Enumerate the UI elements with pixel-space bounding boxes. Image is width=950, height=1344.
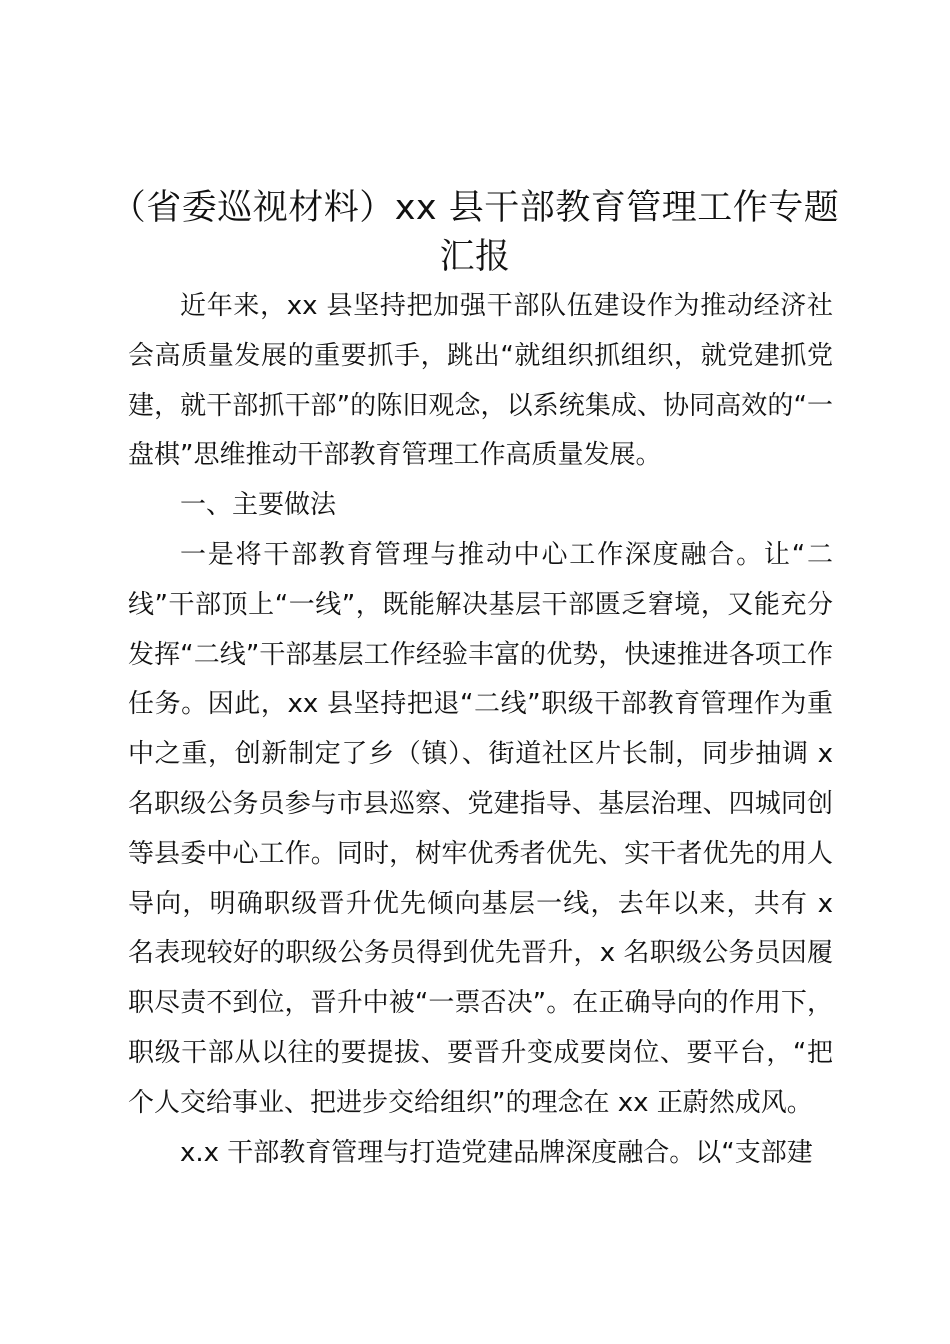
body-paragraph: 一是将干部教育管理与推动中心工作深度融合。让“二线”干部顶上“一线”，既能解决基层干部匮乏窘境，又能充分发挥“二线”干部基层工作经验丰富的优势，快速推进各项工作任务。因此，xx 县坚持把退“二线”职级干部教育管理作为重中之重，创新制定了乡（镇）、街道社区片长制，同步抽调 x 名职级公务员参与市县巡察、党建指导、基层治理、四城同创等县委中心工作。同时，树牢优秀者优先、实干者优先的用人导向，明确职级晋升优先倾向基层一线，去年以来，共有 x 名表现较好的职级公务员得到优先晋升，x 名职级公务员因履职尽责不到位，晋升中被“一票否决”。在正确导向的作用下，职级干部从以往的要提拔、要晋升变成要岗位、要平台，“把个人交给事业、把进步交给组织”的理念在 xx 正蔚然成风。 [128,539,833,1118]
section-heading: 一、主要做法 [180,490,337,521]
body-paragraph: x.x 干部教育管理与打造党建品牌深度融合。以“支部建 [180,1137,813,1168]
document-body [128,282,833,1178]
intro-paragraph: 近年来，xx 县坚持把加强干部队伍建设作为推动经济社会高质量发展的重要抓手，跳出“就组织抓组织，就党建抓党建，就干部抓干部”的陈旧观念，以系统集成、协同高效的“一盘棋”思维推动干部教育管理工作高质量发展。 [128,291,833,471]
document-title: （省委巡视材料）xx 县干部教育管理工作专题汇报 [110,188,840,277]
